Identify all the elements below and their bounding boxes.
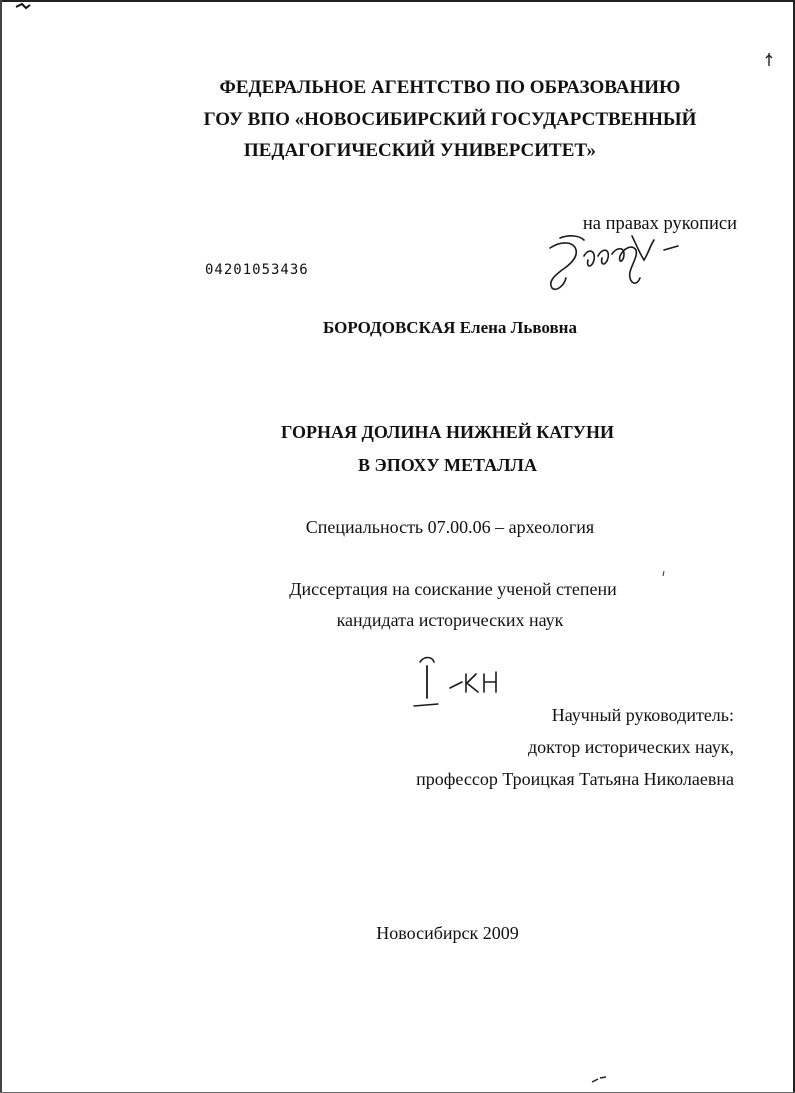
supervisor-label: Научный руководитель: xyxy=(551,705,734,725)
supervisor-degree: доктор исторических наук, xyxy=(528,737,734,757)
manuscript-note: на правах рукописи xyxy=(582,214,737,234)
scan-speck-bottom xyxy=(590,1074,610,1086)
dissertation-title-line-2: В ЭПОХУ МЕТАЛЛА xyxy=(358,455,537,475)
city-year: Новосибирск 2009 xyxy=(376,923,519,943)
scan-speck-top-right xyxy=(764,52,774,68)
scan-speck-middle xyxy=(661,570,667,578)
organization-line-2: ГОУ ВПО «НОВОСИБИРСКИЙ ГОСУДАРСТВЕННЫЙ xyxy=(203,109,697,130)
organization-line-3: ПЕДАГОГИЧЕСКИЙ УНИВЕРСИТЕТ» xyxy=(243,140,597,161)
handwritten-annotation xyxy=(410,652,510,710)
dissertation-degree-line-1: Диссертация на соискание ученой степени xyxy=(289,579,617,599)
organization-line-1: ФЕДЕРАЛЬНОЕ АГЕНТСТВО ПО ОБРАЗОВАНИЮ xyxy=(219,77,681,98)
scan-speck-top-left xyxy=(14,3,36,17)
handwritten-signature xyxy=(540,230,690,296)
specialty: Специальность 07.00.06 – археология xyxy=(305,517,595,537)
scan-edge-top xyxy=(0,0,795,2)
document-number: 04201053436 xyxy=(205,262,309,278)
dissertation-title-line-1: ГОРНАЯ ДОЛИНА НИЖНЕЙ КАТУНИ xyxy=(281,422,614,442)
author-name: БОРОДОВСКАЯ Елена Львовна xyxy=(323,318,577,337)
dissertation-degree-line-2: кандидата исторических наук xyxy=(336,610,564,630)
supervisor-name: профессор Троицкая Татьяна Николаевна xyxy=(416,769,734,789)
